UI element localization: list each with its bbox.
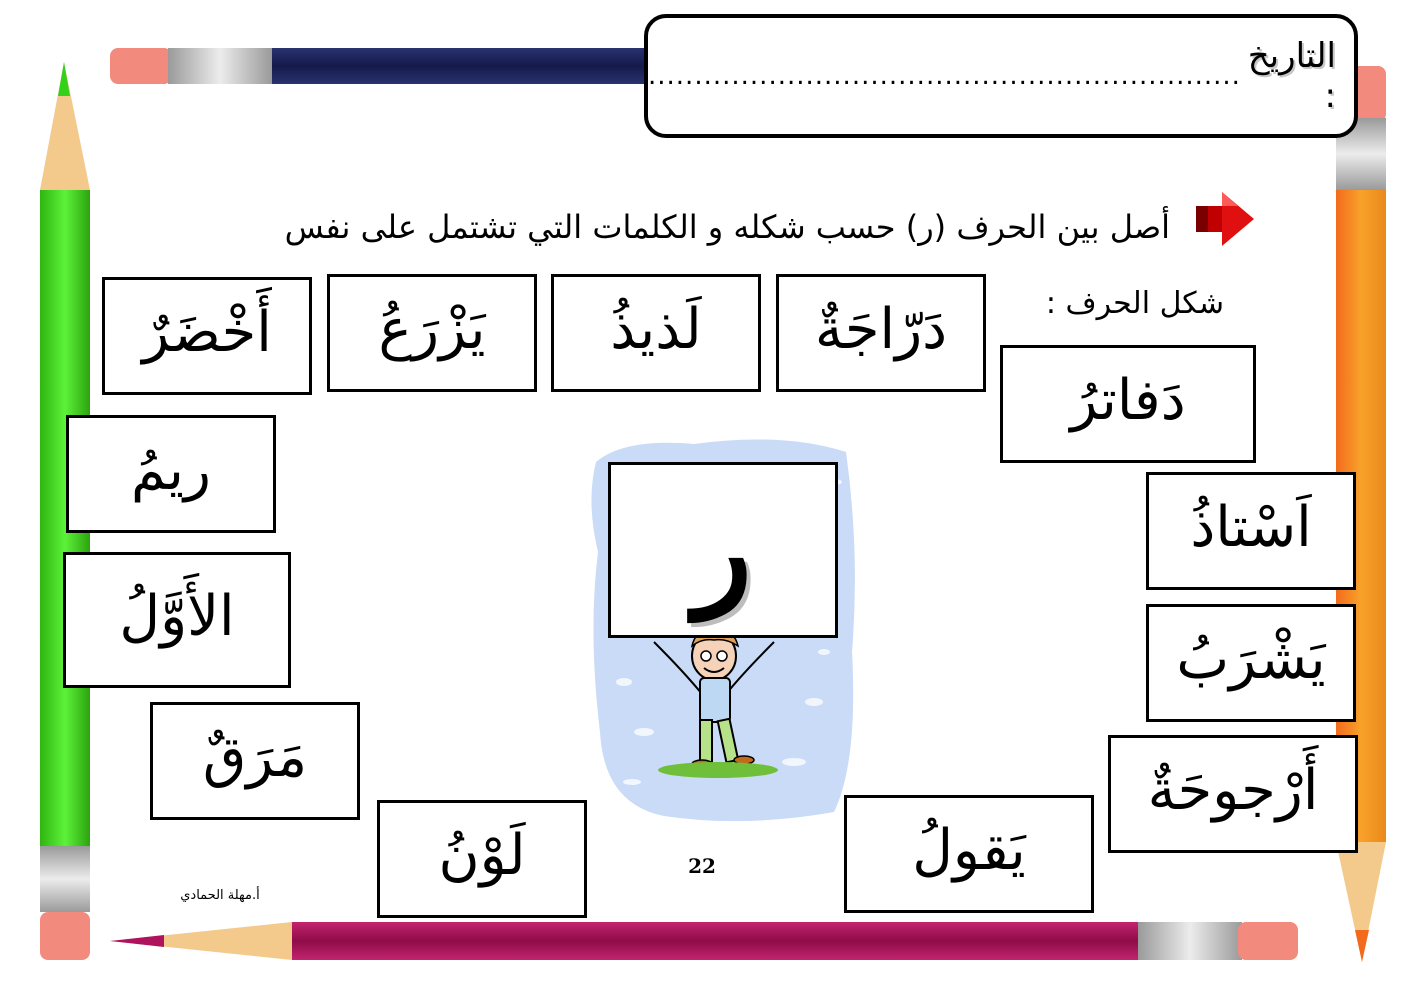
word-card-latheeth[interactable] [551, 274, 761, 392]
word-text: دَرّاجَةٌ [814, 297, 948, 362]
navy-pencil [110, 48, 652, 84]
word-card-alawwal[interactable] [63, 552, 291, 688]
word-card-darraja[interactable] [776, 274, 986, 392]
word-text: مَرَقٌ [202, 725, 308, 790]
word-text: اَسْتاذُ [1190, 495, 1312, 560]
word-text: يَقولُ [912, 818, 1026, 883]
word-text: يَزْرَعُ [378, 297, 486, 362]
page-number: 22 [688, 854, 716, 878]
word-text: أَرْجوحَةٌ [1147, 758, 1319, 823]
word-text: ريمُ [131, 438, 211, 503]
letter-card [608, 462, 838, 638]
word-card-yashrab[interactable] [1146, 604, 1356, 722]
red-arrow-icon [1196, 192, 1254, 246]
word-text: دَفاترُ [1070, 368, 1186, 433]
date-line: ................................................................ [648, 61, 1241, 91]
word-card-yaqool[interactable] [844, 795, 1094, 913]
word-text: يَشْرَبُ [1176, 627, 1326, 692]
instruction-text: أصل بين الحرف (ر) حسب شكله و الكلمات التي تشتمل على نفس [284, 208, 1170, 246]
word-card-dafatir[interactable] [1000, 345, 1256, 463]
word-card-reem[interactable] [66, 415, 276, 533]
word-card-lawn[interactable] [377, 800, 587, 918]
word-card-akhdar[interactable] [102, 277, 312, 395]
word-text: أَخْضَرٌ [142, 300, 272, 365]
word-card-urjuha[interactable] [1108, 735, 1358, 853]
word-card-maraq[interactable] [150, 702, 360, 820]
author-name: أ.مهلة الحمادي [180, 888, 260, 903]
date-box [644, 14, 1358, 138]
word-text: الأَوَّلُ [119, 584, 235, 649]
magenta-pencil [110, 922, 1298, 960]
word-text: لَذيذُ [610, 297, 702, 362]
word-text: لَوْنُ [438, 823, 526, 888]
word-card-ustadh[interactable] [1146, 472, 1356, 590]
letter-text: ر [694, 479, 752, 621]
word-card-yazra[interactable] [327, 274, 537, 392]
letter-shape-label: شكل الحرف : [1045, 286, 1224, 321]
date-label: التاريخ : [1247, 36, 1336, 116]
